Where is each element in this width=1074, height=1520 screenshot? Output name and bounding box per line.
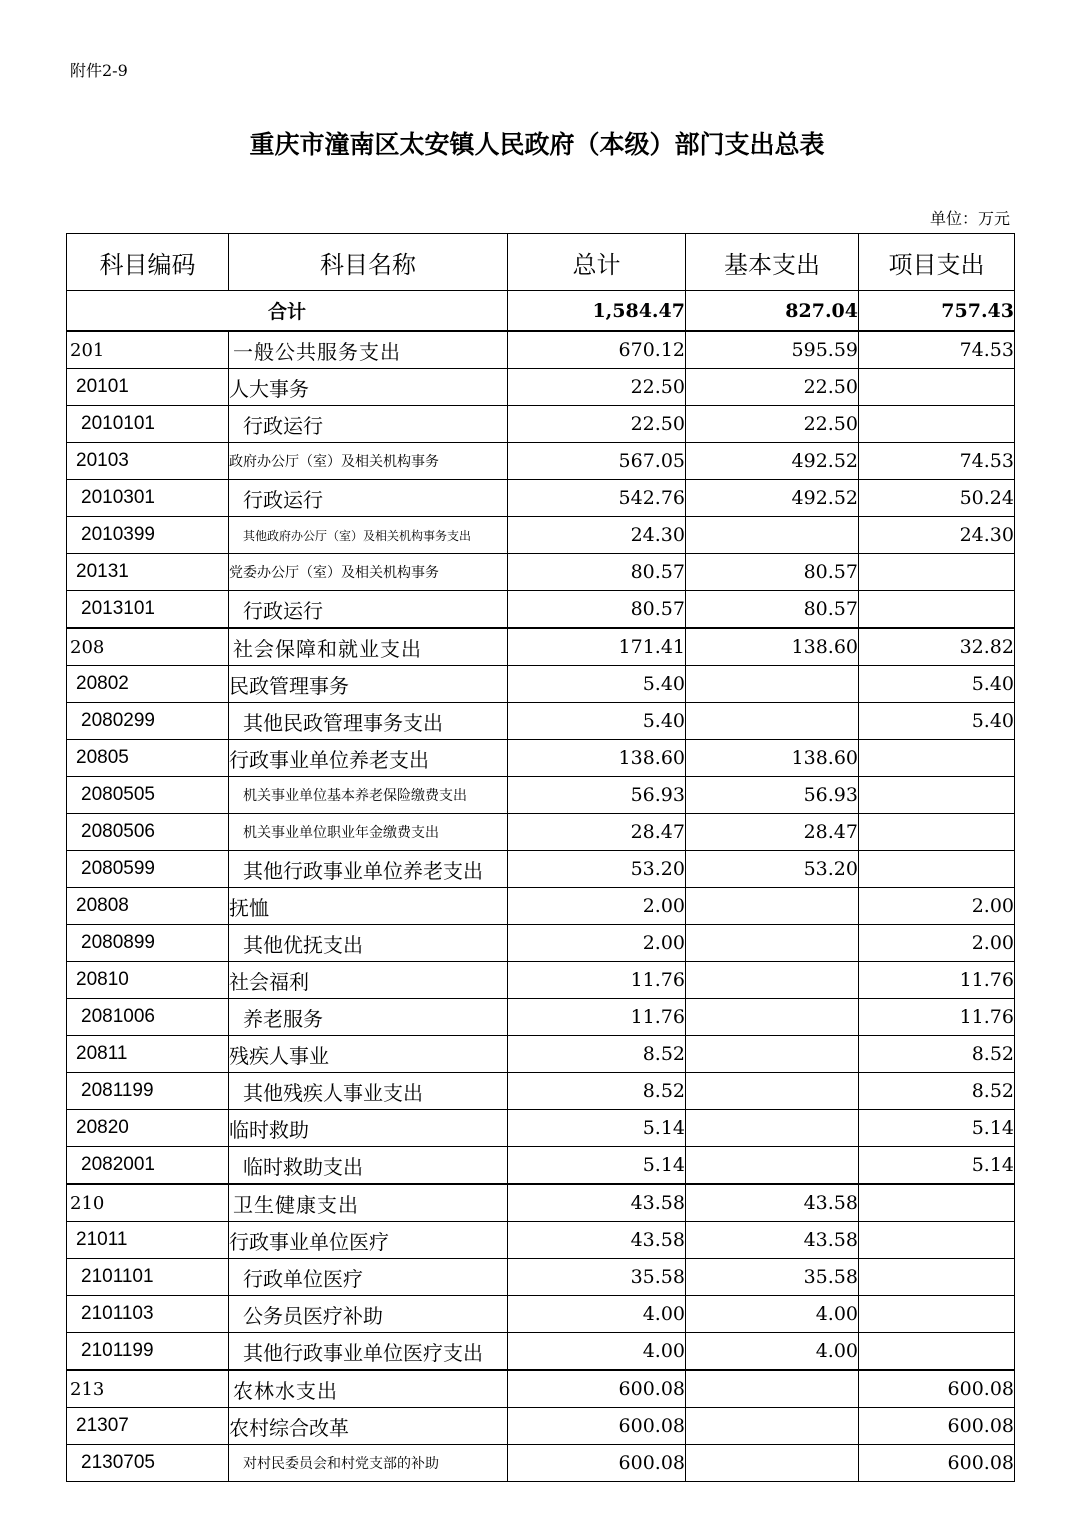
header-project: 项目支出 [859,234,1015,291]
row-total: 2.00 [508,925,686,962]
table-row [67,999,1015,1036]
row-basic: 28.47 [686,814,859,851]
row-total: 80.57 [508,591,686,629]
row-code: 20811 [67,1036,229,1073]
row-name: 农林水支出 [229,1370,508,1408]
table-row [67,1259,1015,1296]
row-name: 政府办公厅（室）及相关机构事务 [229,443,508,480]
table-row [67,666,1015,703]
row-project [859,814,1015,851]
row-basic [686,1036,859,1073]
row-total: 4.00 [508,1296,686,1333]
total-basic: 827.04 [686,291,859,332]
row-basic: 22.50 [686,406,859,443]
row-name: 临时救助支出 [229,1147,508,1185]
row-project [859,777,1015,814]
row-project: 600.08 [859,1445,1015,1482]
row-code: 2101101 [67,1259,229,1296]
row-project: 5.14 [859,1110,1015,1147]
row-project [859,1259,1015,1296]
row-basic: 4.00 [686,1296,859,1333]
row-total: 138.60 [508,740,686,777]
row-name: 养老服务 [229,999,508,1036]
row-total: 4.00 [508,1333,686,1371]
row-total: 43.58 [508,1184,686,1222]
row-code: 20802 [67,666,229,703]
row-name: 对村民委员会和村党支部的补助 [229,1445,508,1482]
row-total: 11.76 [508,962,686,999]
row-project [859,369,1015,406]
header-code: 科目编码 [67,234,229,291]
table-row [67,777,1015,814]
row-code: 201 [67,331,229,369]
row-project: 5.14 [859,1147,1015,1185]
table-row [67,740,1015,777]
row-project: 600.08 [859,1370,1015,1408]
row-basic: 43.58 [686,1184,859,1222]
table-row [67,1110,1015,1147]
row-total: 5.14 [508,1147,686,1185]
row-code: 2080506 [67,814,229,851]
row-name: 机关事业单位基本养老保险缴费支出 [229,777,508,814]
row-basic [686,666,859,703]
row-total: 43.58 [508,1222,686,1259]
total-row [67,291,1015,332]
table-row [67,1333,1015,1371]
row-basic: 43.58 [686,1222,859,1259]
row-basic: 138.60 [686,740,859,777]
table-row [67,1408,1015,1445]
header-total: 总计 [508,234,686,291]
row-basic: 138.60 [686,628,859,666]
row-name: 民政管理事务 [229,666,508,703]
row-total: 80.57 [508,554,686,591]
row-basic [686,925,859,962]
row-name: 公务员医疗补助 [229,1296,508,1333]
row-basic [686,962,859,999]
row-project: 2.00 [859,925,1015,962]
row-name: 其他优抚支出 [229,925,508,962]
total-label: 合计 [67,291,508,332]
row-basic: 80.57 [686,554,859,591]
table-row [67,1184,1015,1222]
row-code: 20131 [67,554,229,591]
row-name: 行政事业单位养老支出 [229,740,508,777]
unit-label: 单位：万元 [929,209,1010,228]
row-basic [686,999,859,1036]
row-name: 行政事业单位医疗 [229,1222,508,1259]
total-project: 757.43 [859,291,1015,332]
row-name: 抚恤 [229,888,508,925]
row-code: 2101199 [67,1333,229,1371]
row-code: 21307 [67,1408,229,1445]
row-project: 8.52 [859,1073,1015,1110]
row-code: 21011 [67,1222,229,1259]
row-project: 600.08 [859,1408,1015,1445]
row-basic [686,1147,859,1185]
row-total: 600.08 [508,1370,686,1408]
row-name: 党委办公厅（室）及相关机构事务 [229,554,508,591]
row-total: 28.47 [508,814,686,851]
row-code: 20101 [67,369,229,406]
table-row [67,369,1015,406]
row-project: 5.40 [859,666,1015,703]
table-row [67,814,1015,851]
row-name: 临时救助 [229,1110,508,1147]
row-project [859,591,1015,629]
row-code: 2081199 [67,1073,229,1110]
row-total: 22.50 [508,406,686,443]
table-row [67,1370,1015,1408]
row-total: 11.76 [508,999,686,1036]
table-row [67,554,1015,591]
row-basic: 492.52 [686,480,859,517]
table-row [67,851,1015,888]
row-basic: 4.00 [686,1333,859,1371]
row-code: 2013101 [67,591,229,629]
row-name: 其他行政事业单位养老支出 [229,851,508,888]
header-basic: 基本支出 [686,234,859,291]
row-total: 542.76 [508,480,686,517]
row-name: 机关事业单位职业年金缴费支出 [229,814,508,851]
row-project: 74.53 [859,331,1015,369]
table-row [67,628,1015,666]
row-name: 行政运行 [229,406,508,443]
table-row [67,1222,1015,1259]
table-row [67,517,1015,554]
row-basic: 80.57 [686,591,859,629]
total-total: 1,584.47 [508,291,686,332]
row-project: 11.76 [859,999,1015,1036]
row-code: 20805 [67,740,229,777]
row-total: 5.14 [508,1110,686,1147]
row-total: 2.00 [508,888,686,925]
row-name: 其他政府办公厅（室）及相关机构事务支出 [229,517,508,554]
row-basic [686,517,859,554]
row-code: 2130705 [67,1445,229,1482]
row-name: 社会保障和就业支出 [229,628,508,666]
row-basic [686,1445,859,1482]
row-code: 20103 [67,443,229,480]
row-basic: 22.50 [686,369,859,406]
row-code: 2010399 [67,517,229,554]
row-basic [686,1408,859,1445]
row-basic [686,1073,859,1110]
attachment-label: 附件2-9 [70,61,128,80]
row-total: 5.40 [508,666,686,703]
row-total: 56.93 [508,777,686,814]
row-name: 农村综合改革 [229,1408,508,1445]
expenditure-table [66,233,1015,1482]
row-project [859,1333,1015,1371]
table-row [67,962,1015,999]
table-row [67,1445,1015,1482]
row-name: 卫生健康支出 [229,1184,508,1222]
row-name: 其他行政事业单位医疗支出 [229,1333,508,1371]
row-code: 208 [67,628,229,666]
row-basic [686,1110,859,1147]
row-name: 一般公共服务支出 [229,331,508,369]
row-code: 2080899 [67,925,229,962]
row-basic: 53.20 [686,851,859,888]
row-project: 74.53 [859,443,1015,480]
row-name: 人大事务 [229,369,508,406]
table-row [67,480,1015,517]
row-total: 22.50 [508,369,686,406]
table-row [67,443,1015,480]
row-code: 2010101 [67,406,229,443]
row-basic: 56.93 [686,777,859,814]
table-row [67,331,1015,369]
row-total: 670.12 [508,331,686,369]
row-code: 2101103 [67,1296,229,1333]
row-basic [686,703,859,740]
row-name: 残疾人事业 [229,1036,508,1073]
row-name: 行政运行 [229,591,508,629]
row-code: 210 [67,1184,229,1222]
row-name: 社会福利 [229,962,508,999]
row-code: 20808 [67,888,229,925]
row-project: 11.76 [859,962,1015,999]
table-row [67,1036,1015,1073]
row-code: 213 [67,1370,229,1408]
table-row [67,888,1015,925]
row-total: 24.30 [508,517,686,554]
row-basic [686,888,859,925]
row-total: 5.40 [508,703,686,740]
row-name: 其他民政管理事务支出 [229,703,508,740]
row-total: 8.52 [508,1036,686,1073]
row-basic [686,1370,859,1408]
row-code: 2081006 [67,999,229,1036]
page-title: 重庆市潼南区太安镇人民政府（本级）部门支出总表 [249,130,825,159]
table-row [67,703,1015,740]
row-project [859,1296,1015,1333]
row-total: 8.52 [508,1073,686,1110]
row-project: 24.30 [859,517,1015,554]
row-total: 600.08 [508,1408,686,1445]
row-code: 2080599 [67,851,229,888]
row-code: 2010301 [67,480,229,517]
row-project [859,406,1015,443]
row-total: 171.41 [508,628,686,666]
row-total: 567.05 [508,443,686,480]
row-project: 2.00 [859,888,1015,925]
row-code: 2082001 [67,1147,229,1185]
row-code: 2080505 [67,777,229,814]
row-basic: 595.59 [686,331,859,369]
row-project [859,851,1015,888]
table-row [67,406,1015,443]
row-basic: 492.52 [686,443,859,480]
table-row [67,1073,1015,1110]
row-project: 5.40 [859,703,1015,740]
row-project [859,740,1015,777]
table-row [67,1296,1015,1333]
row-project [859,1184,1015,1222]
row-project [859,1222,1015,1259]
row-total: 35.58 [508,1259,686,1296]
table-header-row [67,234,1015,291]
row-project: 32.82 [859,628,1015,666]
row-project [859,554,1015,591]
row-name: 其他残疾人事业支出 [229,1073,508,1110]
header-name: 科目名称 [229,234,508,291]
row-code: 20820 [67,1110,229,1147]
row-basic: 35.58 [686,1259,859,1296]
row-project: 50.24 [859,480,1015,517]
row-code: 2080299 [67,703,229,740]
row-total: 600.08 [508,1445,686,1482]
table-row [67,925,1015,962]
row-total: 53.20 [508,851,686,888]
row-project: 8.52 [859,1036,1015,1073]
row-name: 行政运行 [229,480,508,517]
row-name: 行政单位医疗 [229,1259,508,1296]
row-code: 20810 [67,962,229,999]
table-row [67,591,1015,629]
table-row [67,1147,1015,1185]
